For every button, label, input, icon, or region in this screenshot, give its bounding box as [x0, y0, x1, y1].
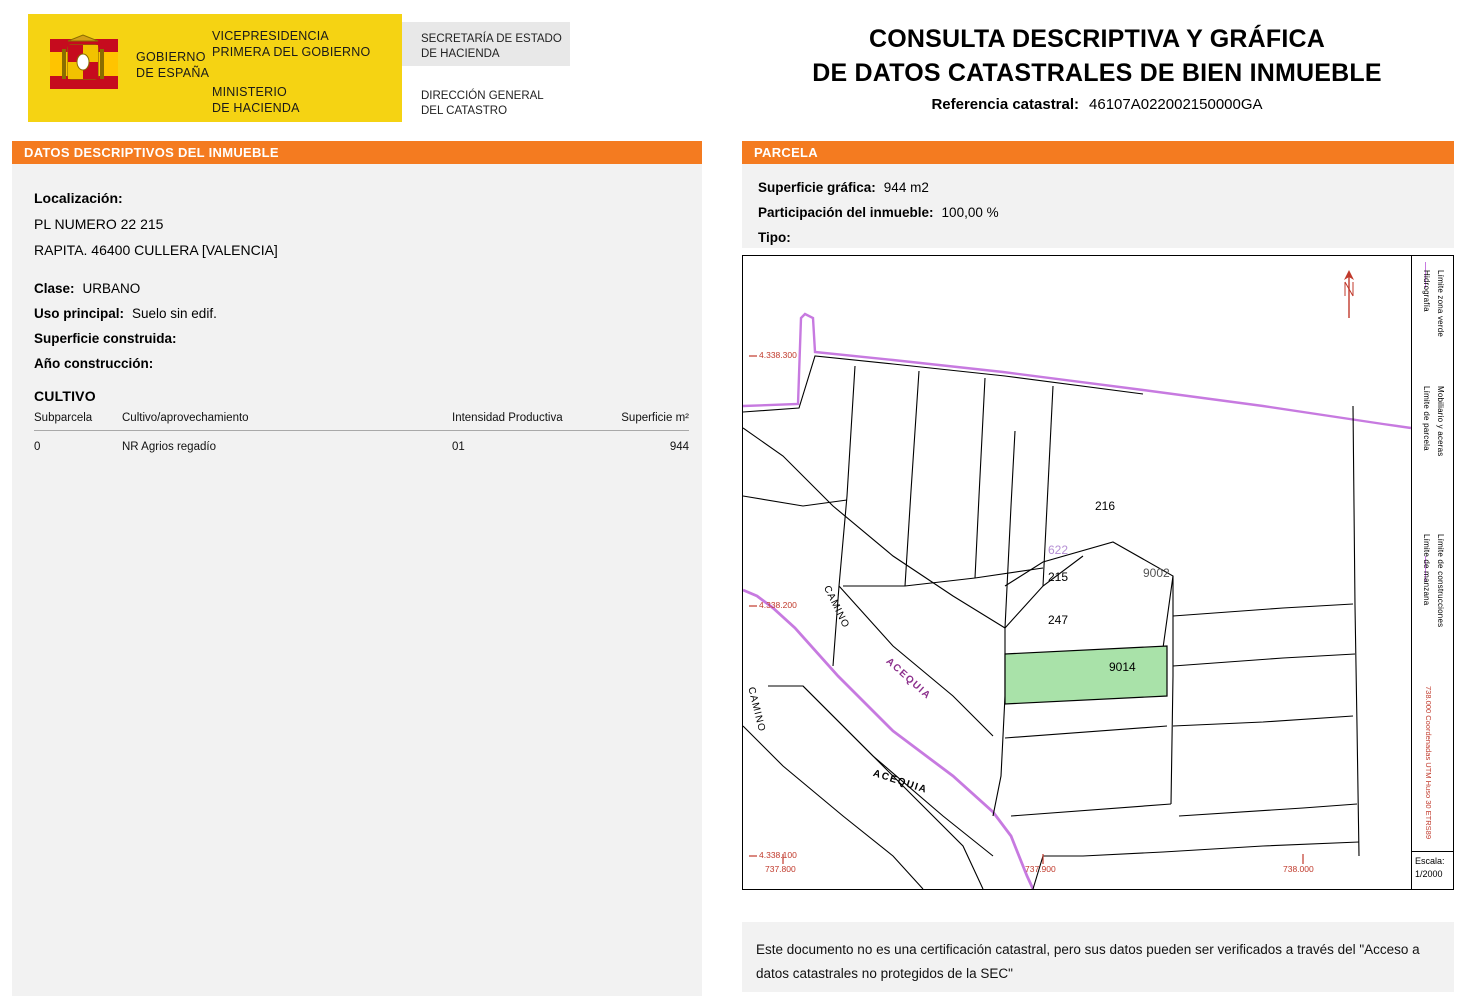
datos-descriptivos-panel — [12, 164, 702, 996]
gobierno-line1: GOBIERNO — [136, 50, 206, 64]
cell-subparcela: 0 — [34, 441, 41, 453]
secretaria-estado-text — [421, 32, 562, 62]
vice-line1: VICEPRESIDENCIA — [212, 29, 329, 43]
localizacion-label: Localización: — [34, 190, 123, 206]
coord-x-2: 737.900 — [1025, 864, 1056, 874]
street-label-camino-1: CAMINO — [821, 584, 852, 631]
cultivo-title: CULTIVO — [34, 388, 96, 404]
superficie-grafica-row — [758, 180, 929, 195]
clase-value: URBANO — [82, 281, 141, 296]
direccion-line2: RAPITA. 46400 CULLERA [VALENCIA] — [34, 242, 278, 258]
cadastral-reference — [740, 96, 1454, 113]
parcel-label-216: 216 — [1095, 499, 1116, 513]
cell-superficie: 944 — [669, 441, 689, 453]
parcel-label-9014: 9014 — [1109, 660, 1136, 674]
legend-label-limite-construcciones: Límite de construcciones — [1436, 534, 1445, 628]
footer-line1: Este documento no es una certificación catastral, pero sus datos pueden ser verificados a — [756, 942, 1294, 957]
coord-y-3: 4.338.100 — [759, 850, 797, 860]
superficie-construida-row — [34, 331, 185, 346]
cell-cultivo: NR Agrios regadío — [122, 441, 216, 453]
street-label-camino-2: CAMINO — [745, 686, 768, 734]
street-label-acequia-2: ACEQUIA — [871, 768, 929, 796]
section-header-datos-descriptivos: DATOS DESCRIPTIVOS DEL INMUEBLE — [12, 141, 702, 164]
th-intensidad: Intensidad Productiva — [452, 412, 602, 431]
footer-disclaimer — [756, 938, 1436, 986]
min-line2: DE HACIENDA — [212, 101, 300, 115]
table-row — [34, 431, 689, 454]
legend-label-limite-manzana: Límite de manzana — [1422, 534, 1431, 606]
anio-construccion-row — [34, 356, 161, 371]
direccion-general-text — [421, 89, 544, 119]
tipo-row — [758, 230, 799, 245]
spain-coat-of-arms-icon — [44, 31, 124, 105]
highlighted-parcel — [1005, 646, 1167, 704]
superficie-construida-label: Superficie construida: — [34, 331, 177, 346]
coord-x-1: 737.800 — [765, 864, 796, 874]
street-label-acequia-1: ACEQUIA — [883, 656, 934, 703]
cultivo-table — [34, 412, 689, 453]
legend-label-mobiliario: Mobiliario y aceras — [1436, 386, 1445, 457]
title-line1: CONSULTA DESCRIPTIVA Y GRÁFICA — [868, 25, 1326, 53]
gobierno-text — [136, 49, 209, 81]
parcel-label-622: 622 — [1048, 543, 1069, 557]
uso-label: Uso principal: — [34, 306, 125, 321]
min-line1: MINISTERIO — [212, 85, 287, 99]
parcel-label-9002: 9002 — [1143, 566, 1170, 580]
scale-value: 1/2000 — [1415, 869, 1443, 879]
parcel-label-215: 215 — [1048, 570, 1069, 584]
clase-row — [34, 281, 140, 296]
scale-label: Escala: — [1415, 856, 1445, 866]
sec-line1: SECRETARÍA DE ESTADO — [421, 33, 562, 45]
footer-line2: través del "Acceso a datos catastrales no protegidos de la SEC" — [756, 942, 1420, 981]
vice-line2: PRIMERA DEL GOBIERNO — [212, 45, 371, 59]
clase-label: Clase: — [34, 281, 75, 296]
uso-value: Suelo sin edif. — [132, 306, 217, 321]
parcela-panel — [742, 164, 1454, 248]
uso-principal-row — [34, 306, 217, 321]
participacion-label: Participación del inmueble: — [758, 205, 934, 220]
anio-label: Año construcción: — [34, 356, 154, 371]
coord-y-2: 4.338.200 — [759, 600, 797, 610]
table-header-row — [34, 412, 689, 431]
legend-label-hidrografia: Hidrografía — [1422, 270, 1431, 312]
sec-line2: DE HACIENDA — [421, 48, 500, 60]
th-superficie: Superficie m² — [602, 412, 689, 431]
document-header — [0, 0, 1464, 132]
map-drawing — [743, 256, 1453, 889]
document-footer — [742, 922, 1454, 992]
coord-x-3: 738.000 — [1283, 864, 1314, 874]
superficie-grafica-label: Superficie gráfica: — [758, 180, 876, 195]
th-subparcela: Subparcela — [34, 412, 122, 431]
vicepresidencia-text — [212, 28, 370, 60]
ministerio-text — [212, 84, 300, 116]
superficie-grafica-value: 944 m2 — [883, 180, 929, 195]
th-cultivo: Cultivo/aprovechamiento — [122, 412, 452, 431]
ref-label: Referencia catastral: — [931, 96, 1080, 113]
participacion-value: 100,00 % — [941, 205, 999, 220]
map-scale — [1411, 851, 1453, 889]
legend-coord-note: 738.000 Coordenadas UTM Huso 30 ETRS89 — [1424, 686, 1433, 840]
page-title — [740, 22, 1454, 90]
legend-label-zona-verde: Límite zona verde — [1436, 270, 1445, 337]
participacion-row — [758, 205, 999, 220]
ref-value: 46107A022002150000GA — [1089, 96, 1263, 113]
parcel-label-247: 247 — [1048, 613, 1069, 627]
section-header-parcela: PARCELA — [742, 141, 1454, 164]
gobierno-line2: DE ESPAÑA — [136, 66, 210, 80]
dir-line1: DIRECCIÓN GENERAL — [421, 90, 544, 102]
direccion-line1: PL NUMERO 22 215 — [34, 216, 164, 232]
title-line2: DE DATOS CATASTRALES DE BIEN INMUEBLE — [812, 59, 1382, 87]
cell-intensidad: 01 — [452, 441, 465, 453]
dir-line2: DEL CATASTRO — [421, 105, 508, 117]
coord-y-1: 4.338.300 — [759, 350, 797, 360]
map-legend — [1411, 256, 1453, 889]
cadastral-map[interactable] — [742, 255, 1454, 890]
tipo-label: Tipo: — [758, 230, 791, 245]
legend-label-limite-parcela: Límite de parcela — [1422, 386, 1431, 451]
